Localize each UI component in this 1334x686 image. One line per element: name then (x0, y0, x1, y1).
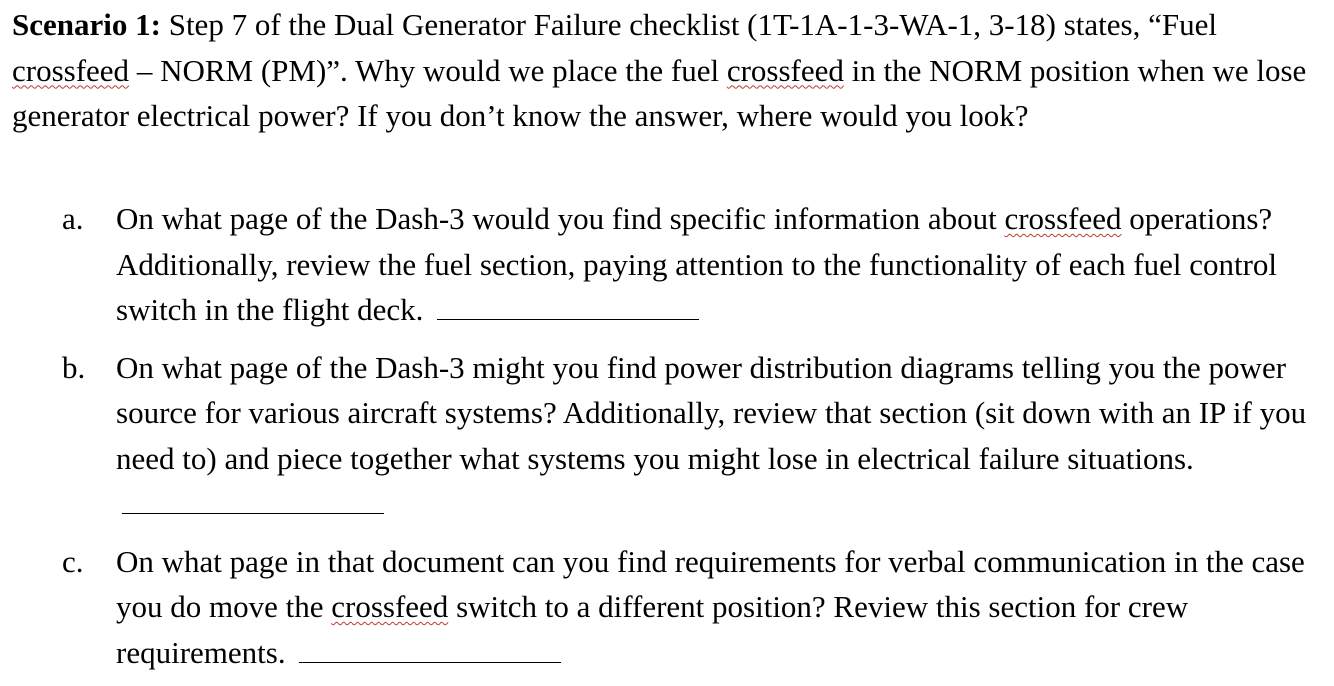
question-text-part1: On what page in that document can you find requirements for verbal communication in the case you do move the (116, 543, 1305, 624)
question-text-part1: On what page of the Dash-3 would you find specific information about (116, 201, 1005, 236)
scenario-text-part3: in the NORM position when we lose generator electrical power? If you don’t know the answer, where would you look? (12, 52, 1307, 133)
scenario-label: Scenario 1: (12, 7, 161, 42)
question-text-part2: operations? Additionally, review the fuel section, paying attention to the functionality of each fuel control switch in the flight deck. (116, 201, 1278, 327)
scenario-text-part2: – NORM (PM)”. Why would we place the fuel (129, 52, 727, 88)
spellcheck-word[interactable]: crossfeed (331, 589, 449, 624)
scenario-text-part1: Step 7 of the Dual Generator Failure checklist (1T-1A-1-3-WA-1, 3-18) states, “Fuel (160, 7, 1217, 42)
answer-blank[interactable] (122, 487, 384, 514)
spellcheck-word[interactable]: crossfeed (1004, 201, 1122, 236)
spellcheck-word[interactable]: crossfeed (12, 52, 130, 88)
question-item-c (62, 539, 1324, 676)
question-marker: c. (62, 543, 84, 579)
answer-blank[interactable] (299, 636, 561, 663)
spellcheck-word[interactable]: crossfeed (726, 52, 844, 88)
answer-blank[interactable] (437, 293, 699, 320)
question-item-a (62, 196, 1324, 333)
question-marker: b. (62, 349, 86, 385)
scenario-paragraph (12, 2, 1328, 139)
question-text: On what page of the Dash-3 might you find power distribution diagrams telling you the power source for various aircraft systems? Additionally, review that section (sit down with an IP if you need to) and piece together what systems you might lose in electrical failure situations. (116, 349, 1307, 476)
question-list (62, 196, 1324, 675)
question-item-b (62, 345, 1324, 527)
question-text-part2: switch to a different position? Review this section for crew requirements. (116, 589, 1189, 670)
question-marker: a. (62, 201, 84, 236)
